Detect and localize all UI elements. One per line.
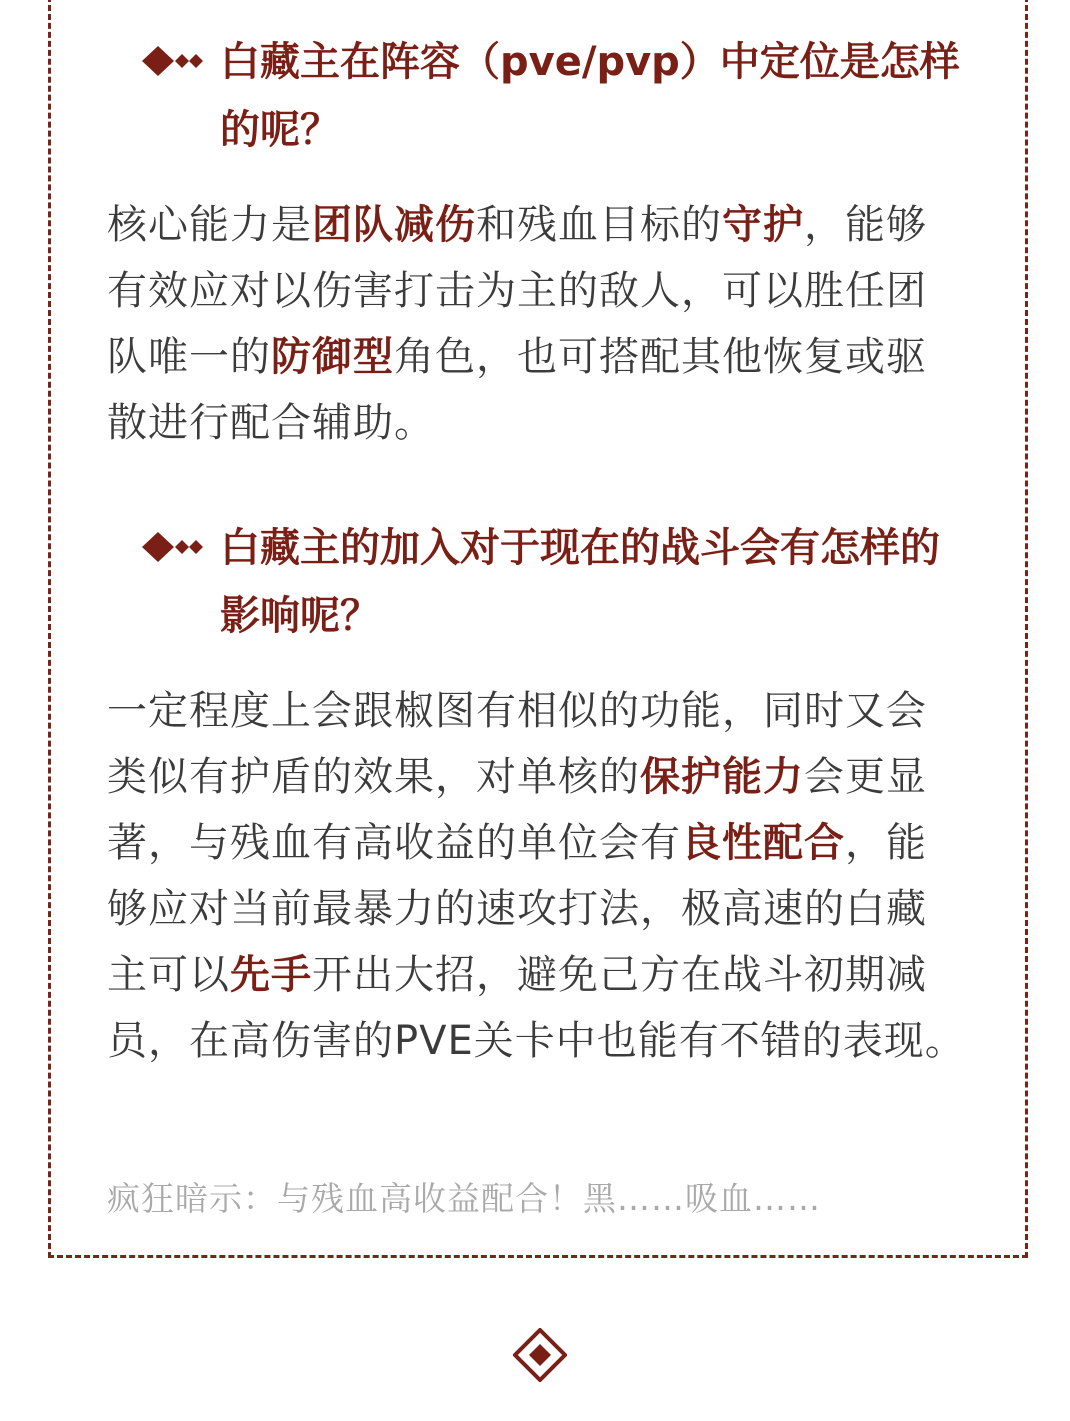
diamond-bullet-icon: [142, 46, 204, 76]
body-text: 角色，也可搭配其他恢复或驱散进行配合辅助。: [107, 334, 927, 446]
highlight-text: 良性配合: [681, 820, 845, 866]
highlight-text: 保护能力: [640, 754, 804, 800]
section-title-1: 白藏主在阵容（pve/pvp）中定位是怎样的呢？: [220, 39, 960, 153]
diamond-ornament-icon: [513, 1328, 567, 1382]
section-paragraph-2: [107, 678, 967, 1074]
section-title-2: 白藏主的加入对于现在的战斗会有怎样的影响呢？: [220, 525, 940, 639]
highlight-text: 防御型: [271, 334, 394, 380]
highlight-text: 守护: [722, 202, 804, 248]
hint-text: 疯狂暗示：与残血高收益配合！黑……吸血……: [107, 1179, 821, 1218]
body-text: ，能够应对当前最暴力的速攻打法，极高速的白藏主可以: [107, 820, 927, 998]
body-text: 和残血目标的: [476, 202, 722, 248]
section-paragraph-1: [107, 192, 967, 456]
body-text: 会更显著，与残血有高收益的单位会有: [107, 754, 927, 866]
highlight-text: 团队减伤: [312, 202, 476, 248]
body-text: 核心能力是: [107, 202, 312, 248]
body-text: ，能够有效应对以伤害打击为主的敌人，可以胜任团队唯一的: [107, 202, 927, 380]
highlight-text: 先手: [230, 952, 312, 998]
diamond-bullet-icon: [142, 532, 204, 562]
body-text: 开出大招，避免己方在战斗初期减员，在高伤害的PVE关卡中也能有不错的表现。: [107, 952, 966, 1064]
body-text: 一定程度上会跟椒图有相似的功能，同时又会类似有护盾的效果，对单核的: [107, 688, 927, 800]
